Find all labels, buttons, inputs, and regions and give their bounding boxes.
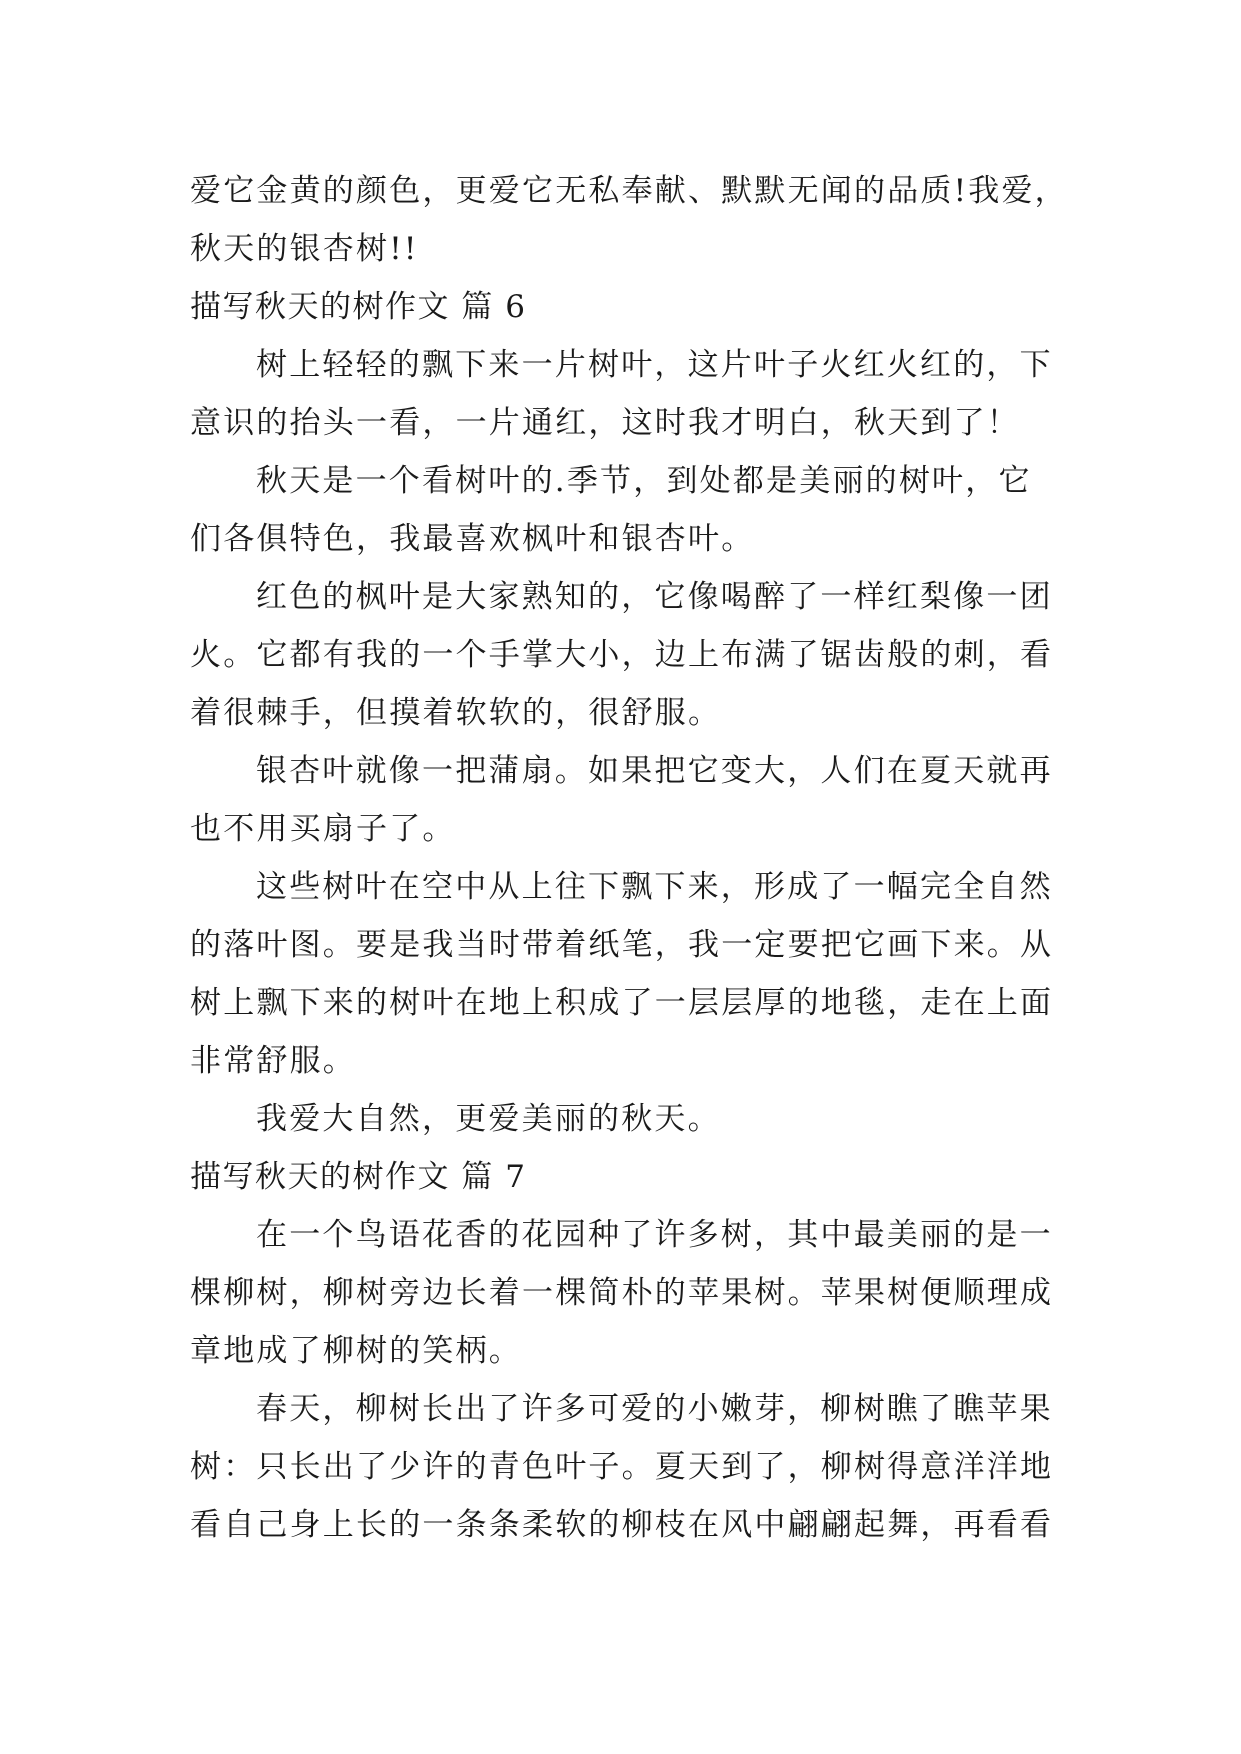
section-heading-6: 描写秋天的树作文 篇 6 [190, 289, 527, 325]
body-line: 意识的抬头一看，一片通红，这时我才明白，秋天到了！ [190, 405, 1020, 441]
body-line: 们各俱特色，我最喜欢枫叶和银杏叶。 [190, 521, 755, 557]
body-line: 棵柳树，柳树旁边长着一棵简朴的苹果树。苹果树便顺理成 [190, 1275, 1054, 1311]
body-line: 的落叶图。要是我当时带着纸笔，我一定要把它画下来。从 [190, 927, 1054, 963]
paragraph-first-line: 我爱大自然，更爱美丽的秋天。 [256, 1101, 721, 1137]
body-line: 火。它都有我的一个手掌大小，边上布满了锯齿般的刺，看 [190, 637, 1054, 673]
paragraph-first-line: 在一个鸟语花香的花园种了许多树，其中最美丽的是一 [256, 1217, 1053, 1253]
body-line: 树：只长出了少许的青色叶子。夏天到了，柳树得意洋洋地 [190, 1449, 1054, 1485]
body-line: 也不用买扇子了。 [190, 811, 456, 847]
paragraph-first-line: 春天，柳树长出了许多可爱的小嫩芽，柳树瞧了瞧苹果 [256, 1391, 1053, 1427]
paragraph-first-line: 秋天是一个看树叶的.季节，到处都是美丽的树叶，它 [256, 463, 1032, 499]
body-line: 树上飘下来的树叶在地上积成了一层层厚的地毯，走在上面 [190, 985, 1054, 1021]
document-body [190, 162, 1068, 1554]
body-line: 看自己身上长的一条条柔软的柳枝在风中翩翩起舞，再看看 [190, 1507, 1054, 1543]
body-line: 着很棘手，但摸着软软的，很舒服。 [190, 695, 722, 731]
paragraph-first-line: 树上轻轻的飘下来一片树叶，这片叶子火红火红的，下 [256, 347, 1053, 383]
body-line: 爱它金黄的颜色，更爱它无私奉献、默默无闻的品质!我爱， [190, 173, 1068, 209]
paragraph-first-line: 银杏叶就像一把蒲扇。如果把它变大，人们在夏天就再 [256, 753, 1053, 789]
body-line: 秋天的银杏树!! [190, 231, 419, 267]
body-line: 章地成了柳树的笑柄。 [190, 1333, 522, 1369]
paragraph-first-line: 这些树叶在空中从上往下飘下来，形成了一幅完全自然 [256, 869, 1053, 905]
section-heading-7: 描写秋天的树作文 篇 7 [190, 1159, 527, 1195]
body-line: 非常舒服。 [190, 1043, 356, 1079]
paragraph-first-line: 红色的枫叶是大家熟知的，它像喝醉了一样红梨像一团 [256, 579, 1053, 615]
